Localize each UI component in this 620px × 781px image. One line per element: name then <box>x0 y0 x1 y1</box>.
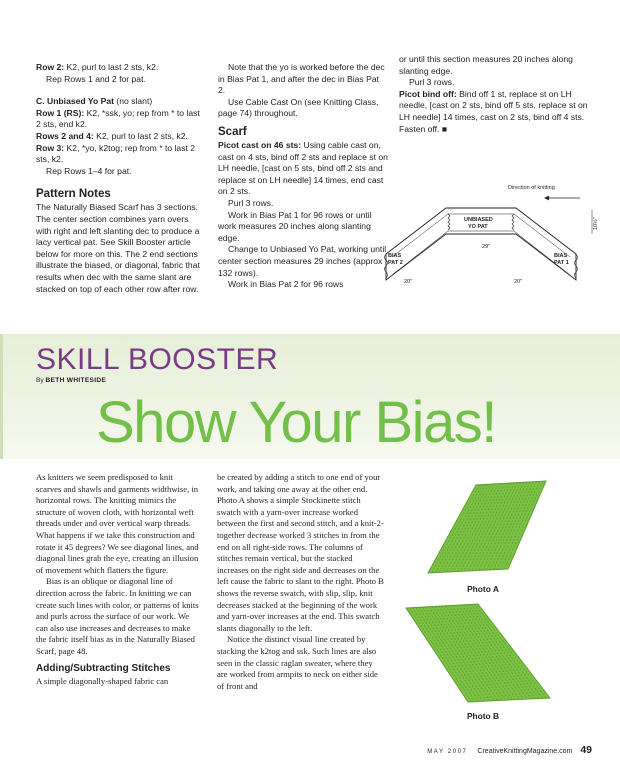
article-title: Show Your Bias! <box>96 390 496 455</box>
article-paragraph-2: Bias is an oblique or diagonal line of direction across the fabric. In knitting we can create such lines with color, or patterns of knits and purls across the surface of our work. We can also use increases and decreases to make the fabric itself bias as in the Naturally Biased Scarf, page 48. <box>36 576 199 656</box>
c-row3: Row 3: K2, *yo, k2tog; rep from * to last 2 sts, k2. <box>36 142 196 165</box>
c-row1: Row 1 (RS): K2, *ssk, yo; rep from * to last 2 sts, end k2. <box>36 107 200 130</box>
work-bias-pat-1: Work in Bias Pat 1 for 96 rows or until work measures 20 inches along slanting edge. <box>218 209 372 243</box>
direction-arrow-head-icon <box>544 196 549 201</box>
dim-left-label: 20" <box>404 279 413 285</box>
article-paragraph-1: As knitters we seem predisposed to knit scarves and shawls and garments widthwise, in horizontal rows. The knitting mimics the structure of woven cloth, with horizontal weft threads under and over vertical warp threads. What happens if we take this construction and rotate it 45 degrees? We see diagonal lines, and diagonal lines grab the eye, creating an illusion of movement which flatters the figure. <box>36 472 199 575</box>
byline: By BETH WHITESIDE <box>36 377 107 384</box>
repeat-rows-1-2: Rep Rows 1 and 2 for pat. <box>46 73 146 84</box>
pattern-column-2 <box>218 62 388 291</box>
purl-3-rows: Purl 3 rows. <box>228 197 274 208</box>
work-bias-pat-2: Work in Bias Pat 2 for 96 rows <box>228 279 344 290</box>
photo-a-swatch <box>398 473 568 582</box>
author-name: BETH WHITESIDE <box>45 377 107 384</box>
height-dimension-label: 10½" <box>593 217 599 230</box>
picot-cast-on: Picot cast on 46 sts: Using cable cast on, cast on 4 sts, bind off 2 sts and replace st on LH needle, [cast on 5 sts, bind off 2 sts and replace st on LH needle] 14 times, end cast on 2 sts. <box>218 139 388 197</box>
unbiased-yo-pat-title: C. Unbiased Yo Pat (no slant) <box>36 96 153 107</box>
photo-b-image <box>398 600 568 709</box>
c-rows-2-4: Rows 2 and 4: K2, purl to last 2 sts, k2. <box>36 130 188 141</box>
unbiased-label-1: UNBIASED <box>464 217 493 223</box>
photo-b-caption: Photo B <box>466 711 500 721</box>
article-paragraph-4: be created by adding a stitch to one end of your work, and taking one away at the other end. Photo A shows a simple Stockinette stitch swatch with a yarn-over increase worked between the first and second stitch, and a knit-2-together decrease worked 3 stitches in from the end on all right-side rows. The columns of stitches remain vertical, but the stacked increases on the right side and decreases on the left cause the fabric to slant to the right. Photo B shows the reverse swatch, with slip, slip, knit decreases stacked at the beginning of the work and yarn-over increases at the end. This swatch slants diagonally to the left. <box>217 472 384 633</box>
yo-zigzag-right <box>512 214 514 230</box>
cable-cast-on-note: Use Cable Cast On (see Knitting Class, page 74) throughout. <box>218 96 379 119</box>
pattern-notes-text: The Naturally Biased Scarf has 3 sections. The center section combines yarn overs with right and left slanting dec to produce a lacy vertical pat. See Skill Booster article below for more on this. The 2 end sections illustrate the biased, or diagonal, fabric that results when dec with the same slant are stacked on top of each other row after row. <box>36 202 200 294</box>
bias1-label-2: PAT 1 <box>554 260 569 266</box>
page-number: 49 <box>580 744 592 756</box>
article-paragraph-5: Notice the distinct visual line created by stacking the k2tog and ssk. Such lines are also seen in the classic raglan sweater, where they are worked from armpits to neck on either side of front and <box>217 634 378 691</box>
photo-a-caption: Photo A <box>467 584 499 594</box>
skill-booster-heading: SKILL BOOSTER <box>36 343 279 376</box>
photo-a-image <box>398 473 568 582</box>
yo-zigzag-left <box>448 214 450 230</box>
change-unbiased: Change to Unbiased Yo Pat, working until center section measures 29 inches (approx 132 rows). <box>218 244 387 278</box>
yo-note: Note that the yo is worked before the dec in Bias Pat 1, and after the dec in Bias Pat 2. <box>218 62 385 96</box>
magazine-site: CreativeKnittingMagazine.com <box>477 748 573 755</box>
section-continue: or until this section measures 20 inches along slanting edge. <box>399 54 573 76</box>
end-mark-icon: ■ <box>441 123 448 134</box>
bias2-label-1: BIAS <box>388 253 402 259</box>
scarf-schematic <box>378 178 610 298</box>
direction-label: Direction of knitting <box>508 185 555 191</box>
pattern-notes-heading: Pattern Notes <box>36 188 111 201</box>
issue-date: MAY 2007 <box>427 749 468 755</box>
bias1-label-1: BIAS <box>554 253 568 259</box>
article-column-2 <box>217 472 385 692</box>
picot-bind-off: Picot bind off: Bind off 1 st, replace st on LH needle, [cast on 2 sts, bind off 5 sts, replace st on LH needle] 14 times, cast on 2 sts, bind off 4 sts. Fasten off. ■ <box>399 88 588 134</box>
article-column-1 <box>36 472 199 687</box>
article-paragraph-3: A simple diagonally-shaped fabric can <box>36 675 169 686</box>
page-footer <box>427 744 592 756</box>
photo-b-swatch <box>398 600 568 709</box>
bias2-label-2: PAT 2 <box>388 260 403 266</box>
row2-instruction: Row 2: K2, purl to last 2 sts, k2. <box>36 62 159 72</box>
adding-subtracting-heading: Adding/Subtracting Stitches <box>36 662 171 674</box>
left-accent-bar <box>0 334 3 459</box>
scarf-heading: Scarf <box>218 125 247 138</box>
unbiased-label-2: YO PAT <box>468 224 488 230</box>
repeat-rows-1-4: Rep Rows 1–4 for pat. <box>46 165 132 176</box>
inner-bottom-line <box>392 231 570 275</box>
schematic-svg <box>378 178 610 298</box>
pattern-column-1 <box>36 62 203 295</box>
purl-3-rows-end: Purl 3 rows. <box>409 77 455 88</box>
pattern-column-3 <box>399 54 589 135</box>
dim-top-label: 29" <box>482 244 491 250</box>
dim-right-label: 20" <box>514 279 523 285</box>
